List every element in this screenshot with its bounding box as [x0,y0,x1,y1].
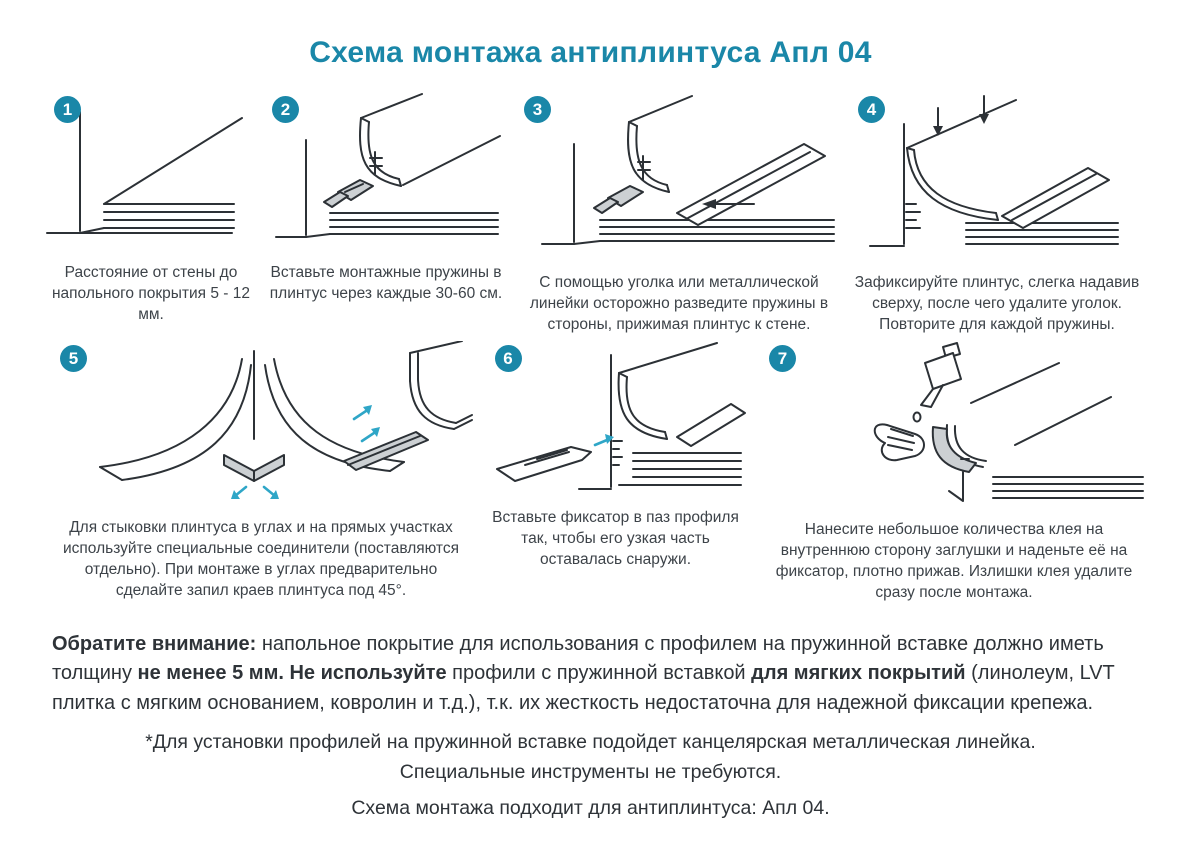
step-1 [42,92,260,325]
notice-bold-soft-coverings: для мягких покрытий [751,662,966,685]
step-3 [512,92,846,335]
step-6-number-badge: 6 [495,345,522,372]
notice-paragraph [52,630,1129,719]
step-6-illustration [483,341,749,499]
footnote-line-2: Специальные инструменты не требуются. [399,760,782,783]
notice-bold-thickness: не менее 5 мм. Не используйте [137,662,447,685]
step-2-caption: Вставьте монтажные пружины в плинтус через каждые 30-60 см. [269,264,503,303]
installation-scheme-page [0,36,1181,863]
steps-row-2 [0,335,1181,603]
step-2 [260,92,512,304]
step-5-caption: Для стыковки плинтуса в углах и на прямых участках используйте специальные соединители (поставляются отдельно). При монтаже в углах предварительно сделайте запил краев плинтуса под 45°. [63,519,459,600]
step-6-caption: Вставьте фиксатор в паз профиля так, чтобы его узкая часть оставалась снаружи. [492,509,739,569]
footer-compatibility: Схема монтажа подходит для антиплинтуса: Апл 04. [351,796,830,819]
step-6 [483,341,749,570]
step-2-illustration [260,92,512,254]
footnote-line-1: *Для установки профилей на пружинной вставке подойдет канцелярская металлическая линейка. [145,731,1036,754]
step-4-illustration [846,92,1148,264]
notice-text-2: профили с пружинной вставкой [446,662,752,685]
step-5-number-badge: 5 [60,345,87,372]
step-1-number-badge: 1 [54,96,81,123]
glue-drop [914,413,921,422]
step-7-illustration [757,341,1151,511]
step-3-illustration [512,92,846,264]
notice-text: напольное покрытие для использования с профилем на пружинной вставке должно иметь толщину [52,632,1104,685]
step-4-caption: Зафиксируйте плинтус, слегка надавив сверху, после чего удалите уголок. Повторите для каждой пружины. [854,274,1140,334]
glue-bottle-body [925,353,961,389]
steps-row-1 [0,70,1181,335]
hand [875,425,924,461]
page-title: Схема монтажа антиплинтуса Апл 04 [309,36,872,69]
notice-text-3: (линолеум, LVT плитка с мягким основанием, ковролин и т.д.), т.к. их жесткость недостаточна для надежной фиксации крепежа. [52,662,1115,714]
step-7-caption: Нанесите небольшое количества клея на внутреннюю сторону заглушки и наденьте её на фиксатор, плотно прижав. Излишки клея удалите сразу после монтажа. [775,521,1133,602]
step-1-caption: Расстояние от стены до напольного покрытия 5 - 12 мм. [51,264,251,324]
notice-lead-bold: Обратите внимание: [52,632,257,655]
step-7 [757,341,1151,603]
step-5-illustration [48,341,474,509]
step-4 [846,92,1148,335]
step-7-number-badge: 7 [769,345,796,372]
step-3-number-badge: 3 [524,96,551,123]
step-3-caption: С помощью уголка или металлической линейки осторожно разведите пружины в стороны, прижимая плинтус к стене. [529,274,829,334]
step-2-number-badge: 2 [272,96,299,123]
step-4-number-badge: 4 [858,96,885,123]
step-5 [48,341,474,601]
footnote [30,728,1151,787]
